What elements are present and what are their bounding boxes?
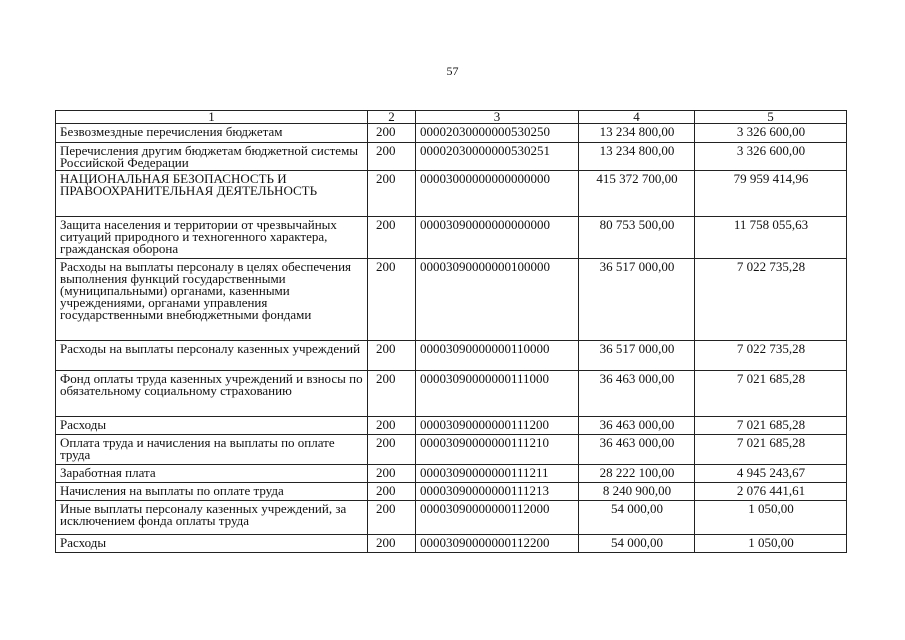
row-kbk-cell: 00003090000000111210 bbox=[416, 435, 579, 465]
row-name-cell: Иные выплаты персоналу казенных учреждений, за исключением фонда оплаты труда bbox=[56, 501, 368, 535]
row-kbk-cell: 00003090000000110000 bbox=[416, 341, 579, 371]
column-header-3: 3 bbox=[416, 111, 579, 124]
row-code-cell: 200 bbox=[368, 371, 416, 417]
budget-execution-table bbox=[55, 110, 847, 553]
row-code-cell: 200 bbox=[368, 171, 416, 217]
row-value-5-cell: 79 959 414,96 bbox=[695, 171, 847, 217]
table-row bbox=[56, 341, 847, 371]
row-value-5-cell: 7 022 735,28 bbox=[695, 341, 847, 371]
row-kbk-cell: 00003000000000000000 bbox=[416, 171, 579, 217]
row-code-cell: 200 bbox=[368, 483, 416, 501]
row-name-cell: Начисления на выплаты по оплате труда bbox=[56, 483, 368, 501]
row-value-5-cell: 11 758 055,63 bbox=[695, 217, 847, 259]
row-code-cell: 200 bbox=[368, 435, 416, 465]
row-code-cell: 200 bbox=[368, 217, 416, 259]
row-value-5-cell: 7 022 735,28 bbox=[695, 259, 847, 341]
column-header-5: 5 bbox=[695, 111, 847, 124]
column-header-4: 4 bbox=[579, 111, 695, 124]
row-code-cell: 200 bbox=[368, 341, 416, 371]
table-row bbox=[56, 483, 847, 501]
row-kbk-cell: 00003090000000111000 bbox=[416, 371, 579, 417]
row-value-4-cell: 54 000,00 bbox=[579, 501, 695, 535]
row-value-5-cell: 1 050,00 bbox=[695, 535, 847, 553]
row-code-cell: 200 bbox=[368, 143, 416, 171]
row-value-4-cell: 36 463 000,00 bbox=[579, 417, 695, 435]
row-kbk-cell: 00003090000000112000 bbox=[416, 501, 579, 535]
row-name-cell: Безвозмездные перечисления бюджетам bbox=[56, 124, 368, 143]
row-kbk-cell: 00003090000000111200 bbox=[416, 417, 579, 435]
row-name-cell: Оплата труда и начисления на выплаты по оплате труда bbox=[56, 435, 368, 465]
row-value-4-cell: 13 234 800,00 bbox=[579, 143, 695, 171]
table-row bbox=[56, 417, 847, 435]
row-name-cell: НАЦИОНАЛЬНАЯ БЕЗОПАСНОСТЬ И ПРАВООХРАНИТЕЛЬНАЯ ДЕЯТЕЛЬНОСТЬ bbox=[56, 171, 368, 217]
row-kbk-cell: 00003090000000000000 bbox=[416, 217, 579, 259]
row-value-4-cell: 36 463 000,00 bbox=[579, 435, 695, 465]
row-code-cell: 200 bbox=[368, 501, 416, 535]
row-value-4-cell: 8 240 900,00 bbox=[579, 483, 695, 501]
row-value-5-cell: 4 945 243,67 bbox=[695, 465, 847, 483]
row-kbk-cell: 00002030000000530251 bbox=[416, 143, 579, 171]
column-header-2: 2 bbox=[368, 111, 416, 124]
row-name-cell: Расходы на выплаты персоналу казенных учреждений bbox=[56, 341, 368, 371]
row-kbk-cell: 00003090000000112200 bbox=[416, 535, 579, 553]
row-value-5-cell: 7 021 685,28 bbox=[695, 435, 847, 465]
row-name-cell: Перечисления другим бюджетам бюджетной системы Российской Федерации bbox=[56, 143, 368, 171]
table-row bbox=[56, 217, 847, 259]
row-value-5-cell: 3 326 600,00 bbox=[695, 143, 847, 171]
row-name-cell: Расходы на выплаты персоналу в целях обеспечения выполнения функций государственными (муниципальными) органами, казенными учреждениями, органами управления государственными внебюджетными фондами bbox=[56, 259, 368, 341]
row-code-cell: 200 bbox=[368, 465, 416, 483]
table-header-row bbox=[56, 111, 847, 124]
row-name-cell: Расходы bbox=[56, 417, 368, 435]
row-value-4-cell: 36 517 000,00 bbox=[579, 341, 695, 371]
table-row bbox=[56, 465, 847, 483]
row-value-4-cell: 28 222 100,00 bbox=[579, 465, 695, 483]
row-kbk-cell: 00003090000000111213 bbox=[416, 483, 579, 501]
row-value-5-cell: 7 021 685,28 bbox=[695, 417, 847, 435]
row-kbk-cell: 00002030000000530250 bbox=[416, 124, 579, 143]
row-code-cell: 200 bbox=[368, 535, 416, 553]
row-value-5-cell: 2 076 441,61 bbox=[695, 483, 847, 501]
row-value-4-cell: 36 517 000,00 bbox=[579, 259, 695, 341]
row-value-5-cell: 7 021 685,28 bbox=[695, 371, 847, 417]
table-row bbox=[56, 143, 847, 171]
table-row bbox=[56, 124, 847, 143]
row-value-4-cell: 415 372 700,00 bbox=[579, 171, 695, 217]
row-value-4-cell: 13 234 800,00 bbox=[579, 124, 695, 143]
table-body bbox=[56, 111, 847, 553]
table-row bbox=[56, 259, 847, 341]
table-row bbox=[56, 535, 847, 553]
row-name-cell: Фонд оплаты труда казенных учреждений и взносы по обязательному социальному страхованию bbox=[56, 371, 368, 417]
row-kbk-cell: 00003090000000100000 bbox=[416, 259, 579, 341]
row-value-4-cell: 54 000,00 bbox=[579, 535, 695, 553]
table-row bbox=[56, 501, 847, 535]
row-code-cell: 200 bbox=[368, 259, 416, 341]
row-value-5-cell: 3 326 600,00 bbox=[695, 124, 847, 143]
row-value-4-cell: 36 463 000,00 bbox=[579, 371, 695, 417]
column-header-1: 1 bbox=[56, 111, 368, 124]
page-number: 57 bbox=[446, 64, 459, 78]
row-value-4-cell: 80 753 500,00 bbox=[579, 217, 695, 259]
row-name-cell: Расходы bbox=[56, 535, 368, 553]
table-row bbox=[56, 435, 847, 465]
row-name-cell: Защита населения и территории от чрезвычайных ситуаций природного и техногенного характера, гражданская оборона bbox=[56, 217, 368, 259]
row-name-cell: Заработная плата bbox=[56, 465, 368, 483]
table-row bbox=[56, 171, 847, 217]
row-kbk-cell: 00003090000000111211 bbox=[416, 465, 579, 483]
table-row bbox=[56, 371, 847, 417]
row-code-cell: 200 bbox=[368, 124, 416, 143]
row-value-5-cell: 1 050,00 bbox=[695, 501, 847, 535]
row-code-cell: 200 bbox=[368, 417, 416, 435]
